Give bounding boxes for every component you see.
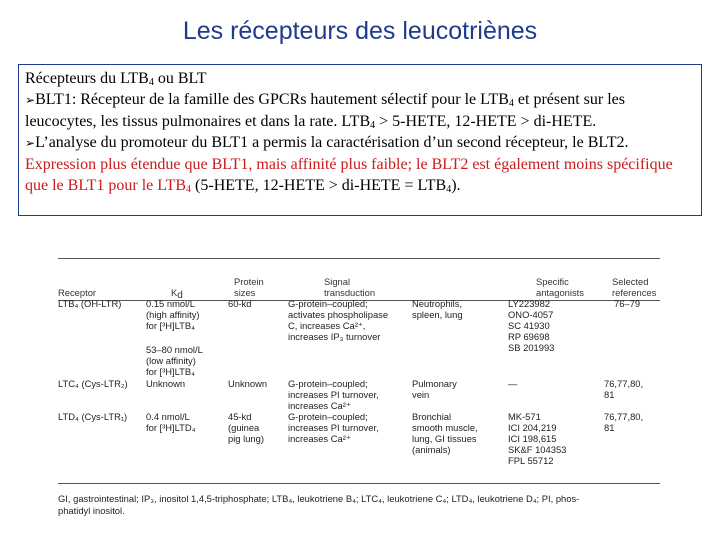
- table-footnote: GI, gastrointestinal; IP₃, inositol 1,4,5-triphosphate; LTB₄, leukotriene B₄; LTC₄, leukotriene C₄; LTD₄, leukotriene D₄; PI, phos- phatidyl inositol.: [58, 493, 580, 516]
- text-box: [18, 64, 702, 216]
- row3-protein: 45-kd (guinea pig lung): [228, 411, 264, 444]
- row3-kd: 0.4 nmol/L for [³H]LTD₄: [146, 411, 196, 433]
- header-signal-transduction: Signal transduction: [324, 276, 376, 298]
- row1-kd-high: 0.15 nmol/L (high affinity) for [³H]LTB₄: [146, 298, 200, 331]
- row2-signal: G-protein–coupled; increases PI turnover, increases Ca²⁺: [288, 378, 379, 411]
- table-bottom-rule: [58, 483, 660, 484]
- row3-receptor: LTD₄ (Cys-LTR₁): [58, 411, 128, 422]
- bullet-blt2: ➢L’analyse du promoteur du BLT1 a permis la caractérisation d’un second récepteur, le BLT2. Expression plus étendue que BLT1, mais affinité plus faible; le BLT2 est également moins spécifique que le BLT1 pour le $LTB_4$ (5-HETE, 12-HETE > di-HETE = $LTB_4$).: [25, 134, 673, 195]
- table-top-rule: [58, 258, 660, 259]
- row2-kd: Unknown: [146, 378, 186, 389]
- row3-signal: G-protein–coupled; increases PI turnover, increases Ca²⁺: [288, 411, 379, 444]
- row1-kd-low: 53–80 nmol/L (low affinity) for [³H]LTB₄: [146, 344, 203, 377]
- row1-protein: 60-kd: [228, 298, 252, 309]
- row2-references: 76,77,80, 81: [604, 378, 644, 400]
- row1-signal: G-protein–coupled; activates phospholipase C, increases Ca²⁺, increases IP₃ turnover: [288, 298, 389, 342]
- row2-receptor: LTC₄ (Cys-LTR₂): [58, 378, 128, 389]
- slide-title: Les récepteurs des leucotriènes: [182, 17, 538, 45]
- row1-distribution: Neutrophils, spleen, lung: [412, 298, 463, 320]
- row1-references: 76–79: [614, 298, 641, 309]
- row1-antagonists: LY223982 ONO-4057 SC 41930 RP 69698 SB 201993: [508, 298, 555, 353]
- header-protein-sizes: Protein sizes: [234, 276, 264, 298]
- header-selected-references: Selected references: [612, 276, 657, 298]
- header-kd: $K_d$: [171, 287, 183, 301]
- row3-distribution: Bronchial smooth muscle, lung, GI tissues (animals): [412, 411, 478, 455]
- receptor-table-image: [58, 258, 664, 520]
- header-receptor: Receptor: [58, 287, 97, 298]
- row3-references: 76,77,80, 81: [604, 411, 644, 433]
- row3-antagonists: MK-571 ICI 204,219 ICI 198,615 SK&F 104353 FPL 55712: [508, 411, 567, 466]
- bullet-blt1: ➢BLT1: Récepteur de la famille des GPCRs hautement sélectif pour le $LTB_4$ et présent sur les leucocytes, les tissus pulmonaires et dans la rate. $LTB_4$ > 5-HETE, 12-HETE > di-HETE.: [25, 91, 625, 131]
- arrow-bullet-icon: ➢: [25, 136, 36, 150]
- header-specific-antagonists: Specific antagonists: [536, 276, 584, 298]
- row2-distribution: Pulmonary vein: [412, 378, 457, 400]
- row1-receptor: LTB₄ (OH-LTR): [58, 298, 122, 309]
- row2-antagonists: —: [508, 378, 518, 389]
- row2-protein: Unknown: [228, 378, 268, 389]
- arrow-bullet-icon: ➢: [25, 93, 36, 107]
- text-line-receptors: Récepteurs du $LTB_4$ ou BLT: [25, 70, 207, 88]
